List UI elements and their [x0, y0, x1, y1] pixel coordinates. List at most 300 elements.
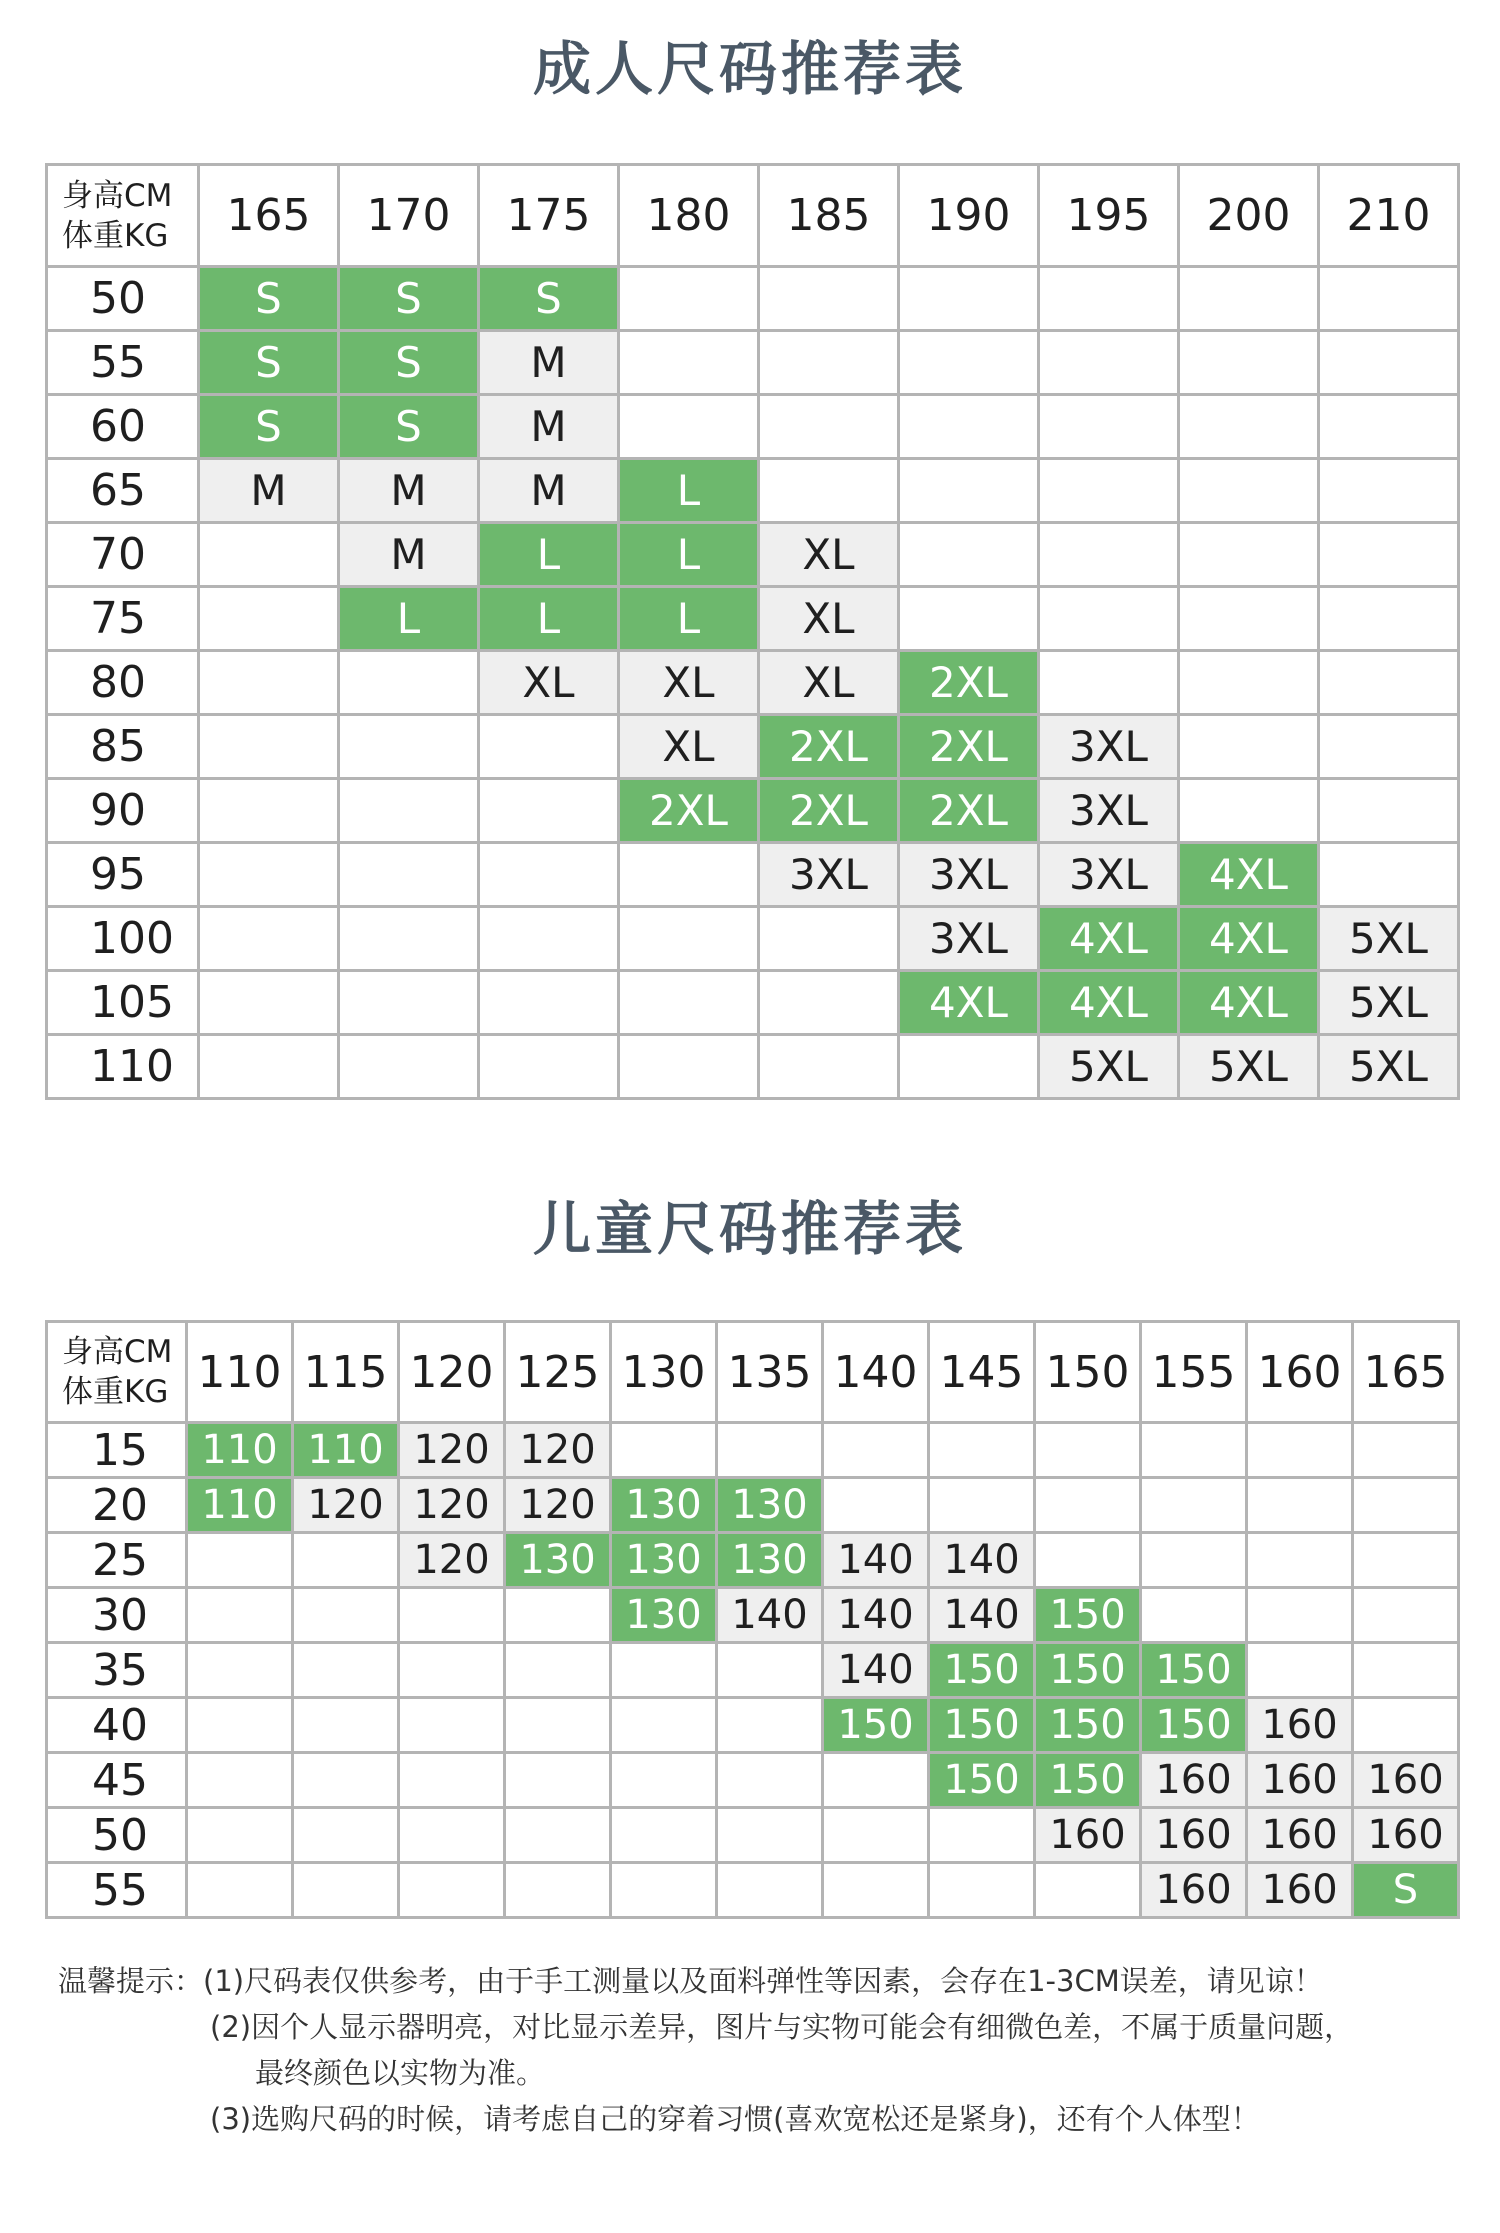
empty-cell	[1179, 523, 1319, 587]
size-cell: 130	[717, 1478, 823, 1533]
weight-label-cell: 40	[47, 1698, 187, 1753]
weight-unit-label: 体重KG	[62, 1374, 169, 1410]
empty-cell	[1039, 523, 1179, 587]
empty-cell	[199, 1035, 339, 1099]
size-cell: 160	[1247, 1808, 1353, 1863]
height-unit-label: 身高CM	[62, 177, 173, 214]
empty-cell	[759, 395, 899, 459]
empty-cell	[759, 1035, 899, 1099]
empty-cell	[1179, 267, 1319, 331]
height-header-cell: 185	[759, 165, 899, 267]
size-cell: 160	[1353, 1808, 1459, 1863]
empty-cell	[1179, 779, 1319, 843]
table-row	[47, 715, 1459, 779]
kids-size-chart-title: 儿童尺码推荐表	[532, 1195, 967, 1263]
size-cell: 150	[1035, 1698, 1141, 1753]
empty-cell	[823, 1863, 929, 1918]
size-cell: 120	[399, 1423, 505, 1478]
empty-cell	[479, 1035, 619, 1099]
size-cell: 150	[823, 1698, 929, 1753]
size-cell: 160	[1035, 1808, 1141, 1863]
table-row	[47, 1753, 1459, 1808]
size-cell: 4XL	[1179, 971, 1319, 1035]
height-header-cell: 175	[479, 165, 619, 267]
table-row	[47, 523, 1459, 587]
height-header-cell: 135	[717, 1322, 823, 1423]
empty-cell	[1039, 587, 1179, 651]
empty-cell	[1179, 459, 1319, 523]
size-cell: 3XL	[1039, 715, 1179, 779]
size-cell: S	[339, 267, 479, 331]
empty-cell	[399, 1698, 505, 1753]
empty-cell	[339, 843, 479, 907]
empty-cell	[199, 843, 339, 907]
height-header-cell: 155	[1141, 1322, 1247, 1423]
tip-line-1	[58, 1958, 1478, 2004]
size-cell: S	[199, 331, 339, 395]
empty-cell	[1179, 651, 1319, 715]
empty-cell	[399, 1808, 505, 1863]
weight-label-cell: 85	[47, 715, 199, 779]
size-cell: M	[339, 523, 479, 587]
empty-cell	[399, 1588, 505, 1643]
empty-cell	[479, 843, 619, 907]
empty-cell	[717, 1808, 823, 1863]
empty-cell	[199, 779, 339, 843]
empty-cell	[479, 907, 619, 971]
tips-label: 温馨提示：	[58, 1964, 204, 1998]
height-unit-label: 身高CM	[62, 1334, 173, 1370]
weight-label-cell: 30	[47, 1588, 187, 1643]
size-cell: 160	[1353, 1753, 1459, 1808]
size-cell: 2XL	[899, 651, 1039, 715]
size-cell: 150	[1141, 1698, 1247, 1753]
size-cell: 150	[1035, 1753, 1141, 1808]
empty-cell	[505, 1753, 611, 1808]
table-row	[47, 1478, 1459, 1533]
height-header-cell: 210	[1319, 165, 1459, 267]
size-cell: 4XL	[899, 971, 1039, 1035]
empty-cell	[505, 1698, 611, 1753]
weight-label-cell: 90	[47, 779, 199, 843]
size-cell: 5XL	[1039, 1035, 1179, 1099]
empty-cell	[1179, 331, 1319, 395]
empty-cell	[1179, 587, 1319, 651]
empty-cell	[929, 1808, 1035, 1863]
size-cell: 120	[505, 1423, 611, 1478]
size-cell: 2XL	[899, 715, 1039, 779]
empty-cell	[1179, 395, 1319, 459]
size-cell: S	[1353, 1863, 1459, 1918]
empty-cell	[1353, 1588, 1459, 1643]
empty-cell	[479, 779, 619, 843]
height-header-cell: 165	[1353, 1322, 1459, 1423]
size-cell: 120	[293, 1478, 399, 1533]
empty-cell	[1247, 1423, 1353, 1478]
empty-cell	[1039, 331, 1179, 395]
empty-cell	[717, 1753, 823, 1808]
weight-label-cell: 55	[47, 1863, 187, 1918]
height-header-cell: 165	[199, 165, 339, 267]
empty-cell	[899, 331, 1039, 395]
size-cell: L	[479, 523, 619, 587]
size-cell: 150	[929, 1753, 1035, 1808]
table-row	[47, 587, 1459, 651]
empty-cell	[1353, 1478, 1459, 1533]
empty-cell	[187, 1753, 293, 1808]
tip-line-2: (2)因个人显示器明亮，对比显示差异，图片与实物可能会有细微色差，不属于质量问题，	[210, 2010, 1354, 2044]
empty-cell	[1039, 651, 1179, 715]
empty-cell	[899, 587, 1039, 651]
empty-cell	[339, 1035, 479, 1099]
empty-cell	[1319, 715, 1459, 779]
size-cell: 110	[187, 1478, 293, 1533]
empty-cell	[717, 1643, 823, 1698]
empty-cell	[1035, 1533, 1141, 1588]
empty-cell	[339, 779, 479, 843]
height-header-cell: 195	[1039, 165, 1179, 267]
table-row	[47, 1035, 1459, 1099]
height-header-cell: 125	[505, 1322, 611, 1423]
size-cell: 160	[1247, 1863, 1353, 1918]
height-header-cell: 150	[1035, 1322, 1141, 1423]
empty-cell	[187, 1588, 293, 1643]
empty-cell	[759, 971, 899, 1035]
weight-label-cell: 75	[47, 587, 199, 651]
empty-cell	[199, 715, 339, 779]
table-row	[47, 1808, 1459, 1863]
empty-cell	[899, 459, 1039, 523]
tip-line-2-continued: 最终颜色以实物为准。	[255, 2056, 546, 2090]
size-cell: 150	[929, 1643, 1035, 1698]
table-row	[47, 1643, 1459, 1698]
size-cell: 3XL	[899, 843, 1039, 907]
empty-cell	[1353, 1533, 1459, 1588]
size-cell: L	[339, 587, 479, 651]
empty-cell	[1179, 715, 1319, 779]
size-cell: 120	[505, 1478, 611, 1533]
empty-cell	[1247, 1533, 1353, 1588]
height-header-row	[47, 1322, 1459, 1423]
size-cell: 120	[399, 1533, 505, 1588]
tip-line-3: (3)选购尺码的时候，请考虑自己的穿着习惯(喜欢宽松还是紧身)，还有个人体型！	[210, 2102, 1260, 2136]
empty-cell	[199, 651, 339, 715]
empty-cell	[823, 1753, 929, 1808]
empty-cell	[899, 1035, 1039, 1099]
empty-cell	[1247, 1478, 1353, 1533]
size-cell: 2XL	[899, 779, 1039, 843]
size-cell: M	[479, 395, 619, 459]
size-cell: 5XL	[1319, 1035, 1459, 1099]
empty-cell	[1319, 587, 1459, 651]
size-cell: 5XL	[1319, 971, 1459, 1035]
size-cell: 110	[293, 1423, 399, 1478]
empty-cell	[1141, 1533, 1247, 1588]
empty-cell	[1353, 1643, 1459, 1698]
tips-section	[58, 1958, 1478, 2142]
empty-cell	[199, 907, 339, 971]
empty-cell	[1319, 331, 1459, 395]
empty-cell	[187, 1808, 293, 1863]
empty-cell	[293, 1533, 399, 1588]
empty-cell	[1141, 1478, 1247, 1533]
height-header-cell: 130	[611, 1322, 717, 1423]
empty-cell	[611, 1808, 717, 1863]
empty-cell	[619, 331, 759, 395]
height-header-cell: 110	[187, 1322, 293, 1423]
weight-label-cell: 20	[47, 1478, 187, 1533]
size-cell: 160	[1141, 1808, 1247, 1863]
size-cell: XL	[479, 651, 619, 715]
size-cell: 140	[823, 1643, 929, 1698]
weight-label-cell: 45	[47, 1753, 187, 1808]
weight-label-cell: 35	[47, 1643, 187, 1698]
weight-label-cell: 65	[47, 459, 199, 523]
table-row	[47, 1588, 1459, 1643]
size-cell: XL	[619, 651, 759, 715]
adult-size-chart-title: 成人尺码推荐表	[532, 35, 967, 103]
size-cell: M	[199, 459, 339, 523]
weight-label-cell: 55	[47, 331, 199, 395]
weight-label-cell: 15	[47, 1423, 187, 1478]
empty-cell	[717, 1423, 823, 1478]
table-row	[47, 267, 1459, 331]
size-cell: 5XL	[1179, 1035, 1319, 1099]
weight-label-cell: 105	[47, 971, 199, 1035]
empty-cell	[1247, 1643, 1353, 1698]
empty-cell	[1353, 1423, 1459, 1478]
size-cell: M	[479, 331, 619, 395]
empty-cell	[399, 1863, 505, 1918]
table-row	[47, 1423, 1459, 1478]
size-cell: 140	[823, 1588, 929, 1643]
adult-size-table	[45, 163, 1460, 1100]
table-row	[47, 843, 1459, 907]
size-cell: 4XL	[1039, 907, 1179, 971]
height-header-cell: 180	[619, 165, 759, 267]
empty-cell	[293, 1808, 399, 1863]
height-header-row	[47, 165, 1459, 267]
weight-label-cell: 25	[47, 1533, 187, 1588]
empty-cell	[1141, 1588, 1247, 1643]
corner-label	[47, 1322, 187, 1423]
empty-cell	[759, 459, 899, 523]
size-cell: M	[339, 459, 479, 523]
weight-label-cell: 50	[47, 267, 199, 331]
size-cell: 4XL	[1179, 907, 1319, 971]
height-header-cell: 170	[339, 165, 479, 267]
empty-cell	[479, 971, 619, 1035]
empty-cell	[187, 1533, 293, 1588]
size-cell: L	[619, 459, 759, 523]
empty-cell	[929, 1863, 1035, 1918]
empty-cell	[293, 1588, 399, 1643]
size-cell: 140	[717, 1588, 823, 1643]
table-row	[47, 779, 1459, 843]
size-cell: 5XL	[1319, 907, 1459, 971]
empty-cell	[929, 1478, 1035, 1533]
empty-cell	[759, 907, 899, 971]
empty-cell	[339, 651, 479, 715]
size-cell: 3XL	[759, 843, 899, 907]
empty-cell	[479, 715, 619, 779]
height-header-cell: 200	[1179, 165, 1319, 267]
size-cell: S	[339, 331, 479, 395]
empty-cell	[1039, 267, 1179, 331]
empty-cell	[293, 1863, 399, 1918]
weight-label-cell: 50	[47, 1808, 187, 1863]
empty-cell	[293, 1753, 399, 1808]
empty-cell	[1319, 395, 1459, 459]
size-cell: S	[339, 395, 479, 459]
table-row	[47, 1698, 1459, 1753]
empty-cell	[717, 1863, 823, 1918]
size-cell: 130	[611, 1533, 717, 1588]
table-row	[47, 395, 1459, 459]
empty-cell	[759, 267, 899, 331]
table-row	[47, 331, 1459, 395]
empty-cell	[1035, 1478, 1141, 1533]
height-header-cell: 140	[823, 1322, 929, 1423]
size-cell: S	[479, 267, 619, 331]
empty-cell	[611, 1863, 717, 1918]
size-cell: L	[619, 523, 759, 587]
empty-cell	[611, 1753, 717, 1808]
empty-cell	[1319, 651, 1459, 715]
table-row	[47, 459, 1459, 523]
empty-cell	[619, 395, 759, 459]
weight-label-cell: 100	[47, 907, 199, 971]
size-cell: L	[619, 587, 759, 651]
empty-cell	[293, 1643, 399, 1698]
corner-label	[47, 165, 199, 267]
empty-cell	[759, 331, 899, 395]
size-cell: 130	[505, 1533, 611, 1588]
table-row	[47, 971, 1459, 1035]
empty-cell	[619, 1035, 759, 1099]
height-header-cell: 190	[899, 165, 1039, 267]
kids-size-table	[45, 1320, 1460, 1919]
size-cell: 140	[929, 1588, 1035, 1643]
size-cell: 120	[399, 1478, 505, 1533]
empty-cell	[339, 715, 479, 779]
empty-cell	[619, 971, 759, 1035]
empty-cell	[619, 907, 759, 971]
empty-cell	[187, 1863, 293, 1918]
size-cell: S	[199, 267, 339, 331]
empty-cell	[1039, 395, 1179, 459]
size-cell: 140	[823, 1533, 929, 1588]
empty-cell	[199, 587, 339, 651]
size-cell: 160	[1247, 1753, 1353, 1808]
empty-cell	[199, 971, 339, 1035]
empty-cell	[1247, 1588, 1353, 1643]
empty-cell	[293, 1698, 399, 1753]
size-cell: 3XL	[1039, 843, 1179, 907]
empty-cell	[187, 1698, 293, 1753]
empty-cell	[1039, 459, 1179, 523]
empty-cell	[611, 1643, 717, 1698]
empty-cell	[611, 1423, 717, 1478]
empty-cell	[399, 1753, 505, 1808]
empty-cell	[1319, 459, 1459, 523]
empty-cell	[505, 1588, 611, 1643]
size-cell: L	[479, 587, 619, 651]
size-cell: 130	[611, 1588, 717, 1643]
empty-cell	[1319, 843, 1459, 907]
empty-cell	[339, 971, 479, 1035]
size-cell: XL	[759, 587, 899, 651]
table-row	[47, 1863, 1459, 1918]
empty-cell	[1319, 523, 1459, 587]
empty-cell	[187, 1643, 293, 1698]
empty-cell	[1035, 1423, 1141, 1478]
size-cell: 140	[929, 1533, 1035, 1588]
empty-cell	[505, 1863, 611, 1918]
size-cell: XL	[759, 651, 899, 715]
empty-cell	[899, 267, 1039, 331]
empty-cell	[899, 395, 1039, 459]
empty-cell	[399, 1643, 505, 1698]
empty-cell	[1319, 267, 1459, 331]
size-cell: M	[479, 459, 619, 523]
size-cell: XL	[619, 715, 759, 779]
size-cell: 150	[1035, 1588, 1141, 1643]
empty-cell	[619, 843, 759, 907]
empty-cell	[929, 1423, 1035, 1478]
size-cell: 3XL	[899, 907, 1039, 971]
empty-cell	[1319, 779, 1459, 843]
empty-cell	[823, 1808, 929, 1863]
empty-cell	[823, 1478, 929, 1533]
size-cell: 160	[1141, 1753, 1247, 1808]
empty-cell	[1141, 1423, 1247, 1478]
size-cell: 3XL	[1039, 779, 1179, 843]
empty-cell	[1035, 1863, 1141, 1918]
weight-label-cell: 95	[47, 843, 199, 907]
weight-label-cell: 70	[47, 523, 199, 587]
size-cell: 4XL	[1039, 971, 1179, 1035]
table-row	[47, 651, 1459, 715]
size-cell: S	[199, 395, 339, 459]
empty-cell	[505, 1808, 611, 1863]
empty-cell	[505, 1643, 611, 1698]
size-cell: 160	[1141, 1863, 1247, 1918]
size-cell: XL	[759, 523, 899, 587]
empty-cell	[611, 1698, 717, 1753]
size-cell: 130	[717, 1533, 823, 1588]
empty-cell	[823, 1423, 929, 1478]
weight-label-cell: 80	[47, 651, 199, 715]
empty-cell	[899, 523, 1039, 587]
size-cell: 2XL	[759, 715, 899, 779]
weight-label-cell: 110	[47, 1035, 199, 1099]
height-header-cell: 115	[293, 1322, 399, 1423]
empty-cell	[339, 907, 479, 971]
empty-cell	[199, 523, 339, 587]
table-row	[47, 907, 1459, 971]
size-cell: 150	[1141, 1643, 1247, 1698]
weight-unit-label: 体重KG	[62, 217, 169, 254]
size-cell: 160	[1247, 1698, 1353, 1753]
weight-label-cell: 60	[47, 395, 199, 459]
height-header-cell: 120	[399, 1322, 505, 1423]
size-cell: 150	[929, 1698, 1035, 1753]
size-cell: 130	[611, 1478, 717, 1533]
size-cell: 2XL	[619, 779, 759, 843]
empty-cell	[1353, 1698, 1459, 1753]
size-cell: 110	[187, 1423, 293, 1478]
